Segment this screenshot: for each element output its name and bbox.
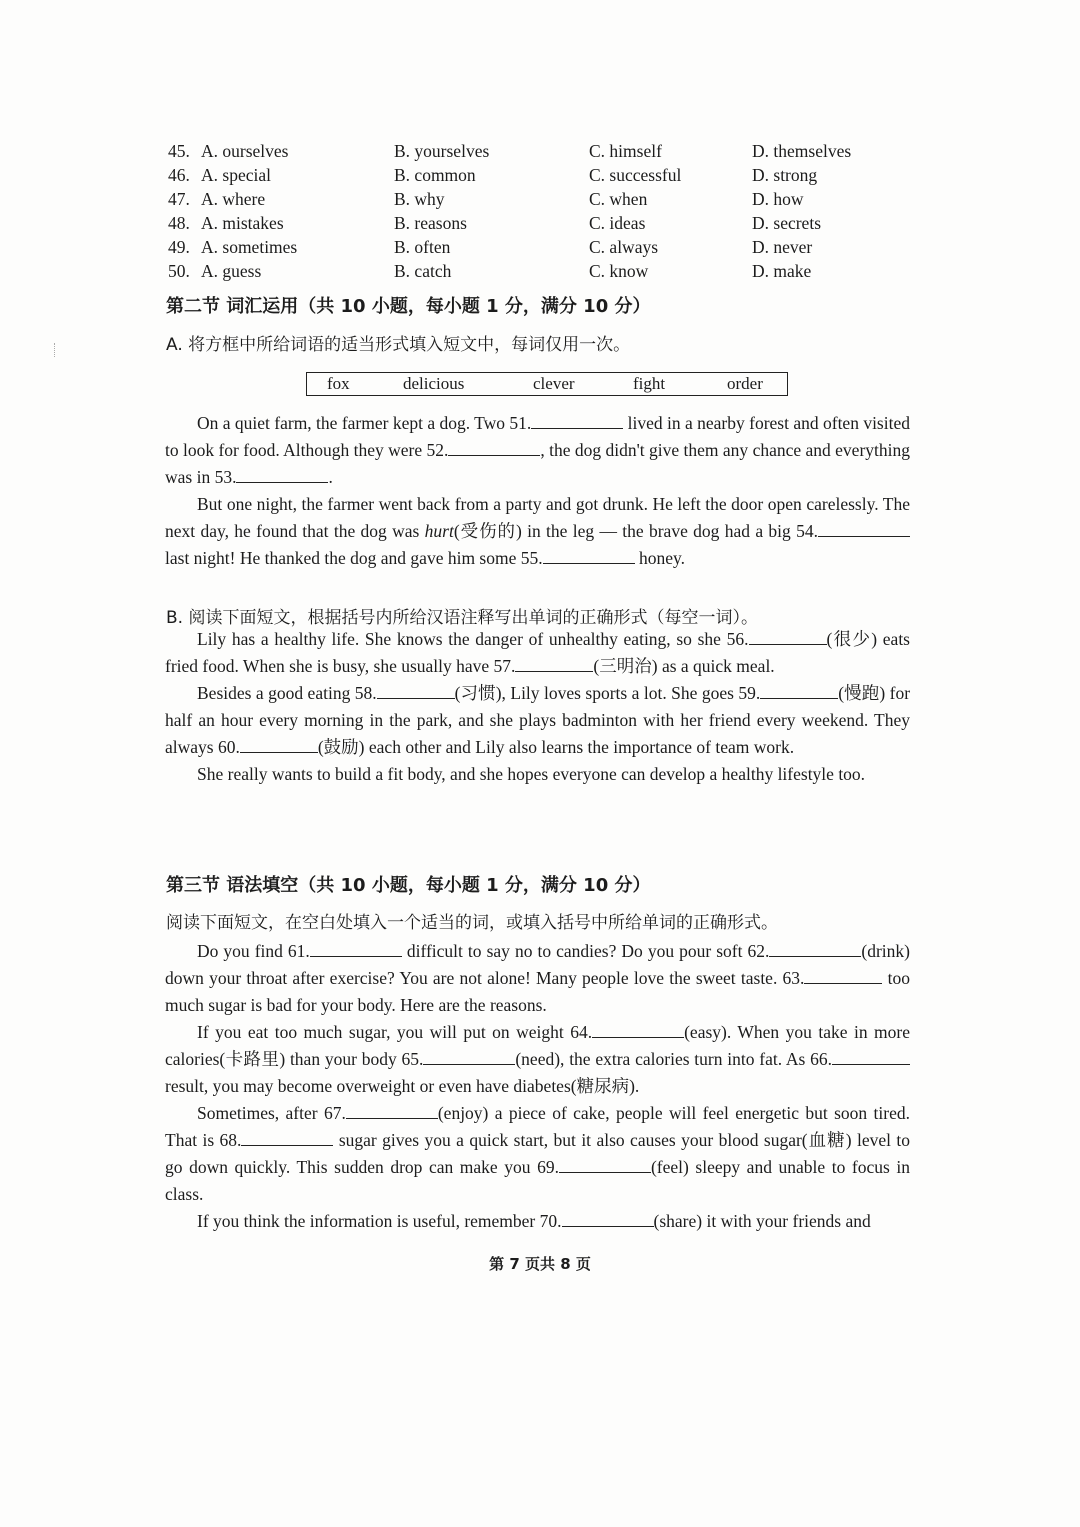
passage-paragraph <box>165 1100 910 1208</box>
hint: (三明治) <box>593 656 658 676</box>
answer-blank-59[interactable] <box>760 684 838 699</box>
text: If you think the information is useful, remember 70. <box>197 1211 562 1231</box>
scan-mark <box>54 343 57 357</box>
option-b: B. common <box>394 165 476 185</box>
option-a: A. guess <box>201 261 262 281</box>
option-c: C. know <box>589 261 649 281</box>
option-d: D. never <box>752 237 813 257</box>
text: , Lily loves sports a lot. She goes 59. <box>501 683 761 703</box>
section-3-heading: 第三节 语法填空（共 10 小题，每小题 1 分，满分 10 分） <box>166 875 651 896</box>
answer-blank-58[interactable] <box>377 684 455 699</box>
text: (easy). When you take in more calories(卡路里) than your body 65. <box>165 1022 911 1069</box>
question-number: 46. <box>168 165 190 185</box>
option-d: D. make <box>752 261 812 281</box>
mcq-row <box>168 165 888 189</box>
text: , the dog didn't give them any chance and everything was in 53. <box>165 440 910 487</box>
option-b: B. reasons <box>394 213 467 233</box>
option-c: C. successful <box>589 165 682 185</box>
answer-blank-65[interactable] <box>423 1050 515 1065</box>
text: result, you may become overweight or even have diabetes(糖尿病). <box>165 1076 640 1096</box>
answer-blank-53[interactable] <box>236 468 328 483</box>
part-a-passage <box>165 410 910 572</box>
text: Lily has a healthy life. She knows the danger of unhealthy eating, so she 56. <box>197 629 749 649</box>
option-c: C. when <box>589 189 648 209</box>
answer-blank-54[interactable] <box>818 522 910 537</box>
passage-paragraph <box>165 938 910 1019</box>
question-number: 48. <box>168 213 190 233</box>
word-box-item: fight <box>633 374 666 393</box>
text: as a quick meal. <box>657 656 775 676</box>
option-a: A. sometimes <box>201 237 298 257</box>
text: too much sugar is bad for your body. Here are the reasons. <box>165 968 910 1015</box>
word-box-item: clever <box>533 374 575 393</box>
italic-word: hurt <box>424 521 454 541</box>
option-d: D. how <box>752 189 804 209</box>
answer-blank-60[interactable] <box>240 738 318 753</box>
text: difficult to say no to candies? Do you pour soft 62. <box>401 941 770 961</box>
answer-blank-61[interactable] <box>310 942 402 957</box>
section-3-instruction: 阅读下面短文，在空白处填入一个适当的词，或填入括号中所给单词的正确形式。 <box>166 913 778 933</box>
option-d: D. strong <box>752 165 818 185</box>
option-b: B. often <box>394 237 451 257</box>
option-a: A. special <box>201 165 271 185</box>
mcq-row <box>168 141 888 165</box>
word-box <box>306 372 788 396</box>
passage-paragraph <box>165 680 910 761</box>
text: (need), the extra calories turn into fat. As 66. <box>515 1049 832 1069</box>
answer-blank-57[interactable] <box>515 657 593 672</box>
text: If you eat too much sugar, you will put on weight 64. <box>197 1022 593 1042</box>
text: (feel) sleepy and unable to focus in class. <box>165 1157 910 1204</box>
text: each other and Lily also learns the importance of team work. <box>364 737 795 757</box>
text: last night! He thanked the dog and gave him some 55. <box>165 548 543 568</box>
answer-blank-67[interactable] <box>346 1104 438 1119</box>
answer-blank-66[interactable] <box>832 1050 910 1065</box>
option-b: B. catch <box>394 261 452 281</box>
text: (share) it with your friends and <box>653 1211 871 1231</box>
option-b: B. yourselves <box>394 141 490 161</box>
passage-paragraph <box>165 626 910 680</box>
text: On a quiet farm, the farmer kept a dog. Two 51. <box>197 413 532 433</box>
text: (受伤的) in the leg — the brave dog had a big 54. <box>453 521 818 541</box>
passage-paragraph <box>165 1019 910 1100</box>
word-box-item: delicious <box>403 374 465 393</box>
text: lived in a nearby forest and often visited to look for food. Although they were 52. <box>165 413 910 460</box>
mcq-row <box>168 189 888 213</box>
question-number: 50. <box>168 261 190 281</box>
mcq-row <box>168 237 888 261</box>
answer-blank-55[interactable] <box>543 549 635 564</box>
hint: (习惯) <box>454 683 502 703</box>
question-number: 49. <box>168 237 190 257</box>
passage-paragraph <box>165 410 910 491</box>
answer-blank-70[interactable] <box>562 1212 654 1227</box>
text: Besides a good eating 58. <box>197 683 377 703</box>
passage-paragraph: She really wants to build a fit body, and she hopes everyone can develop a healthy lifestyle too. <box>197 764 866 784</box>
option-a: A. ourselves <box>201 141 289 161</box>
word-box-item: order <box>727 374 763 393</box>
text: honey. <box>634 548 686 568</box>
hint: (慢跑) <box>838 683 886 703</box>
option-c: C. always <box>589 237 659 257</box>
text: (drink) down your throat after exercise? You are not alone! Many people love the sweet taste. 63. <box>165 941 910 988</box>
option-a: A. mistakes <box>201 213 284 233</box>
text: Sometimes, after 67. <box>197 1103 346 1123</box>
section-3-passage <box>165 938 910 1235</box>
part-b-instruction: B. 阅读下面短文，根据括号内所给汉语注释写出单词的正确形式（每空一词）。 <box>166 608 758 628</box>
answer-blank-56[interactable] <box>749 630 827 645</box>
text: . <box>328 467 333 487</box>
option-c: C. ideas <box>589 213 646 233</box>
mcq-row <box>168 261 888 285</box>
text: But one night, the farmer went back from a party and got drunk. He left the door open carelessly. The next day, he found that the dog was <box>165 494 910 541</box>
answer-blank-51[interactable] <box>531 414 623 429</box>
mcq-row <box>168 213 888 237</box>
question-number: 45. <box>168 141 190 161</box>
option-d: D. secrets <box>752 213 822 233</box>
word-box-item: fox <box>327 374 350 393</box>
answer-blank-62[interactable] <box>769 942 861 957</box>
text: Do you find 61. <box>197 941 310 961</box>
text: sugar gives you a quick start, but it also causes your blood sugar(血糖) level to go down quickly. This sudden drop can make you 69. <box>165 1130 910 1177</box>
answer-blank-52[interactable] <box>448 441 540 456</box>
hint: (鼓励) <box>317 737 365 757</box>
text: eats fried food. When she is busy, she usually have 57. <box>165 629 910 676</box>
question-number: 47. <box>168 189 190 209</box>
passage-paragraph <box>165 491 910 572</box>
passage-paragraph <box>165 1208 910 1235</box>
answer-blank-69[interactable] <box>559 1158 651 1173</box>
option-a: A. where <box>201 189 266 209</box>
part-b-passage <box>165 626 910 788</box>
answer-blank-68[interactable] <box>241 1131 333 1146</box>
text: for half an hour every morning in the park, and she plays badminton with her friend every weekend. They always 60. <box>165 683 911 757</box>
answer-blank-63[interactable] <box>804 969 882 984</box>
part-a-instruction: A. 将方框中所给词语的适当形式填入短文中，每词仅用一次。 <box>166 335 631 355</box>
text: (enjoy) a piece of cake, people will feel energetic but soon tired. That is 68. <box>165 1103 910 1150</box>
page-footer: 第 7 页共 8 页 <box>489 1255 591 1273</box>
option-c: C. himself <box>589 141 662 161</box>
option-b: B. why <box>394 189 445 209</box>
hint: (很少) <box>826 629 878 649</box>
section-2-heading: 第二节 词汇运用（共 10 小题，每小题 1 分，满分 10 分） <box>166 296 651 317</box>
option-d: D. themselves <box>752 141 852 161</box>
answer-blank-64[interactable] <box>592 1023 684 1038</box>
